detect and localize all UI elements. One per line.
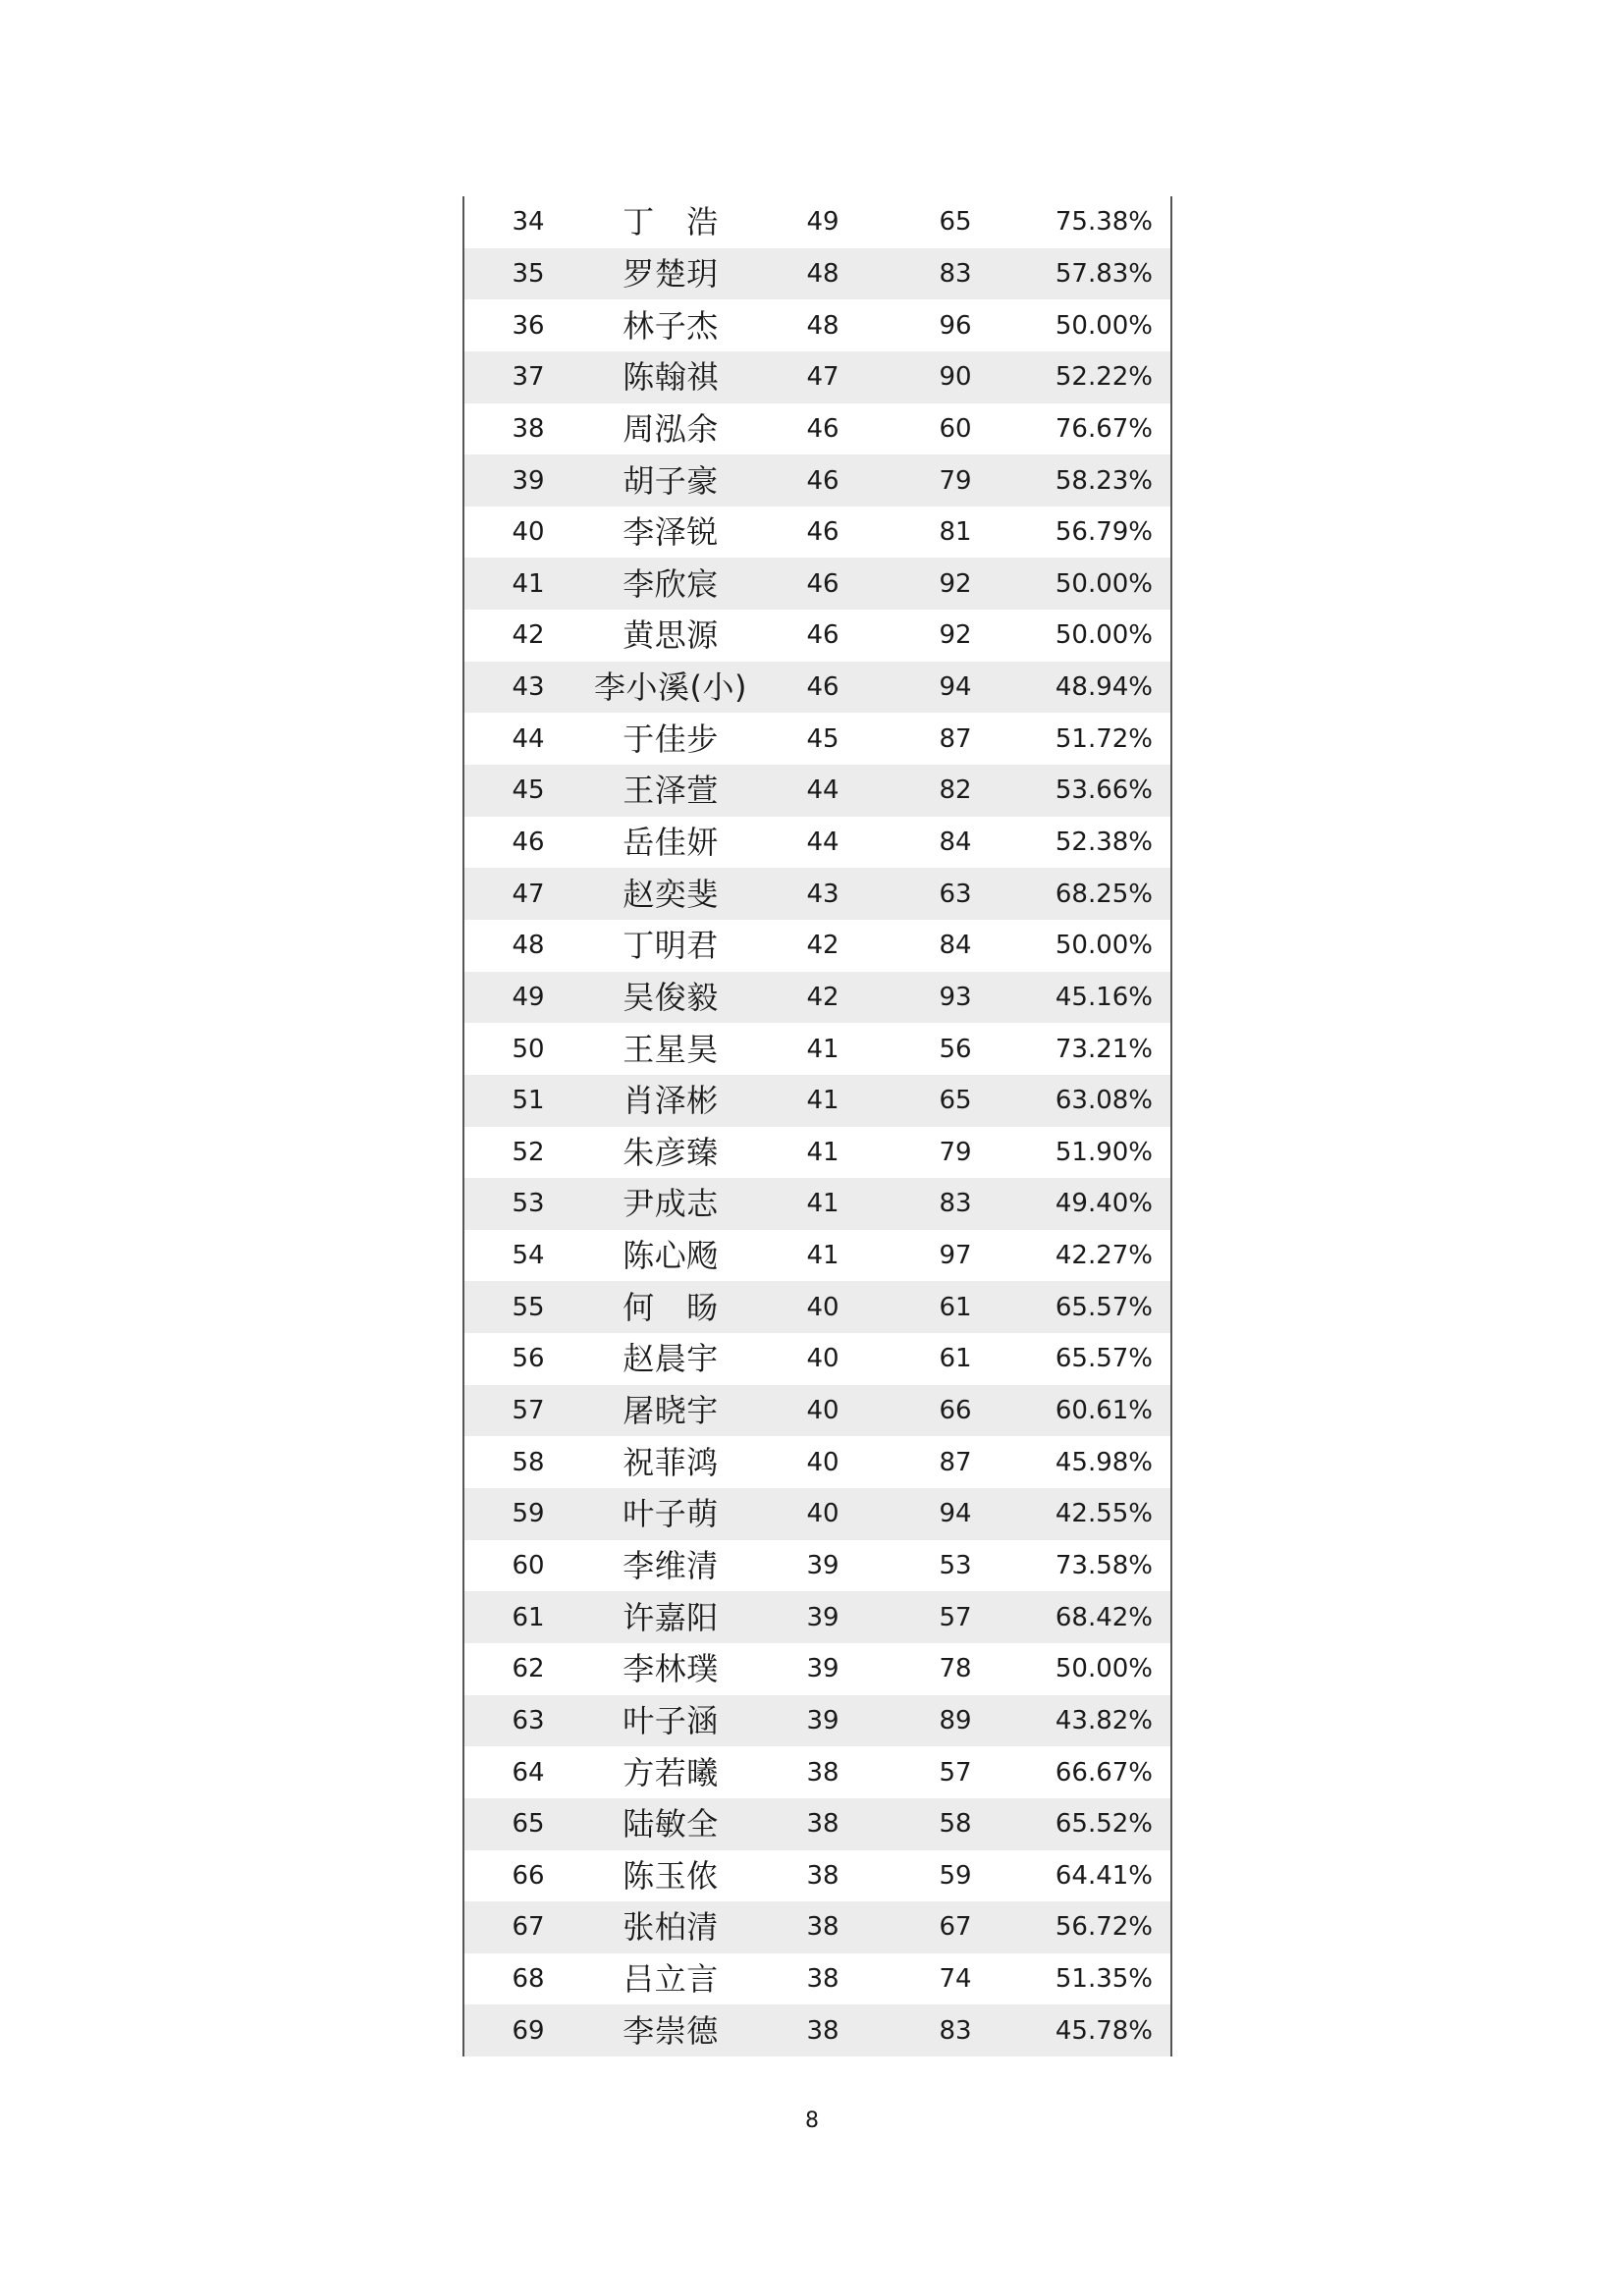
rank-cell: 53 [512,1189,545,1219]
table-row [464,1333,1170,1385]
total-cell: 59 [939,1860,972,1891]
table-row [464,1230,1170,1282]
rank-cell: 44 [512,723,545,754]
total-cell: 83 [939,258,972,289]
percent-cell: 65.57% [1055,1344,1153,1374]
name-cell: 吕立言 [623,1960,719,1999]
name-cell: 陈心飏 [623,1237,719,1275]
name-cell: 何 旸 [623,1288,719,1326]
rank-cell: 66 [512,1860,545,1891]
score-cell: 40 [806,1396,839,1426]
score-cell: 48 [806,258,839,289]
total-cell: 65 [939,1086,972,1116]
rank-cell: 62 [512,1654,545,1684]
rank-cell: 34 [512,207,545,238]
table-row [464,1127,1170,1179]
name-cell: 岳佳妍 [623,824,719,861]
name-cell: 赵奕斐 [623,875,719,913]
score-cell: 41 [806,1241,839,1271]
total-cell: 58 [939,1809,972,1840]
total-cell: 97 [939,1241,972,1271]
rank-cell: 41 [512,568,545,599]
table-row [464,1281,1170,1333]
table-row [464,817,1170,869]
table-row [464,1023,1170,1075]
total-cell: 56 [939,1034,972,1064]
total-cell: 63 [939,879,972,909]
score-cell: 40 [806,1447,839,1477]
total-cell: 90 [939,362,972,393]
percent-cell: 58.23% [1055,465,1153,496]
table-row [464,1643,1170,1695]
table-row [464,868,1170,920]
total-cell: 65 [939,207,972,238]
rank-cell: 56 [512,1344,545,1374]
name-cell: 肖泽彬 [623,1082,719,1120]
percent-cell: 75.38% [1055,207,1153,238]
name-cell: 黄思源 [623,616,719,655]
name-cell: 陈玉侬 [623,1856,719,1895]
percent-cell: 42.55% [1055,1499,1153,1529]
score-table [462,196,1172,2056]
rank-cell: 37 [512,362,545,393]
name-cell: 张柏清 [623,1908,719,1947]
percent-cell: 63.08% [1055,1086,1153,1116]
name-cell: 吴俊毅 [623,978,719,1016]
rank-cell: 45 [512,775,545,806]
percent-cell: 64.41% [1055,1860,1153,1891]
percent-cell: 68.42% [1055,1602,1153,1632]
percent-cell: 50.00% [1055,310,1153,341]
name-cell: 方若曦 [623,1753,719,1791]
name-cell: 赵晨宇 [623,1340,719,1378]
percent-cell: 68.25% [1055,879,1153,909]
percent-cell: 42.27% [1055,1241,1153,1271]
rank-cell: 36 [512,310,545,341]
percent-cell: 43.82% [1055,1705,1153,1735]
table-row [464,299,1170,351]
rank-cell: 42 [512,620,545,651]
total-cell: 89 [939,1705,972,1735]
table-row [464,403,1170,455]
score-cell: 38 [806,1757,839,1788]
score-cell: 46 [806,465,839,496]
rank-cell: 52 [512,1137,545,1167]
table-row [464,2004,1170,2056]
name-cell: 于佳步 [623,720,719,758]
total-cell: 94 [939,1499,972,1529]
table-row [464,196,1170,248]
score-cell: 39 [806,1705,839,1735]
rank-cell: 38 [512,413,545,444]
total-cell: 92 [939,568,972,599]
total-cell: 53 [939,1550,972,1580]
page-number: 8 [805,2109,819,2133]
score-cell: 40 [806,1344,839,1374]
percent-cell: 56.79% [1055,517,1153,548]
table-row [464,972,1170,1024]
table-row [464,507,1170,559]
total-cell: 61 [939,1344,972,1374]
percent-cell: 49.40% [1055,1189,1153,1219]
rank-cell: 63 [512,1705,545,1735]
total-cell: 83 [939,1189,972,1219]
name-cell: 许嘉阳 [623,1598,719,1636]
table-row [464,1953,1170,2005]
table-row [464,248,1170,300]
score-cell: 43 [806,879,839,909]
score-cell: 38 [806,1964,839,1995]
name-cell: 丁 浩 [623,203,719,241]
table-row [464,1901,1170,1953]
percent-cell: 48.94% [1055,672,1153,703]
table-row [464,1798,1170,1850]
rank-cell: 61 [512,1602,545,1632]
percent-cell: 45.98% [1055,1447,1153,1477]
name-cell: 李小溪(小) [594,668,747,707]
table-row [464,610,1170,662]
score-cell: 47 [806,362,839,393]
total-cell: 60 [939,413,972,444]
table-row [464,1540,1170,1592]
percent-cell: 51.72% [1055,723,1153,754]
table-row [464,351,1170,403]
total-cell: 94 [939,672,972,703]
score-cell: 49 [806,207,839,238]
name-cell: 罗楚玥 [623,254,719,293]
total-cell: 79 [939,465,972,496]
total-cell: 74 [939,1964,972,1995]
percent-cell: 50.00% [1055,931,1153,961]
table-row [464,1178,1170,1230]
name-cell: 屠晓宇 [623,1392,719,1430]
score-cell: 40 [806,1292,839,1322]
table-row [464,454,1170,507]
total-cell: 83 [939,2015,972,2046]
rank-cell: 59 [512,1499,545,1529]
percent-cell: 65.52% [1055,1809,1153,1840]
percent-cell: 52.38% [1055,828,1153,857]
name-cell: 胡子豪 [623,461,719,500]
name-cell: 李崇德 [623,2011,719,2050]
name-cell: 丁明君 [623,927,719,965]
rank-cell: 69 [512,2015,545,2046]
score-cell: 40 [806,1499,839,1529]
table-row [464,713,1170,765]
percent-cell: 53.66% [1055,775,1153,806]
total-cell: 66 [939,1396,972,1426]
total-cell: 57 [939,1757,972,1788]
name-cell: 祝菲鸿 [623,1443,719,1481]
table-row [464,1488,1170,1540]
score-cell: 44 [806,828,839,857]
rank-cell: 35 [512,258,545,289]
percent-cell: 52.22% [1055,362,1153,393]
total-cell: 92 [939,620,972,651]
rank-cell: 48 [512,931,545,961]
score-cell: 46 [806,413,839,444]
name-cell: 叶子萌 [623,1495,719,1533]
percent-cell: 45.16% [1055,982,1153,1012]
score-cell: 46 [806,517,839,548]
score-cell: 46 [806,568,839,599]
rank-cell: 54 [512,1241,545,1271]
total-cell: 67 [939,1912,972,1943]
score-cell: 46 [806,620,839,651]
total-cell: 84 [939,931,972,961]
percent-cell: 60.61% [1055,1396,1153,1426]
percent-cell: 73.21% [1055,1034,1153,1064]
table-row [464,1591,1170,1643]
rank-cell: 58 [512,1447,545,1477]
score-cell: 46 [806,672,839,703]
table-body [464,196,1170,2056]
rank-cell: 43 [512,672,545,703]
score-cell: 48 [806,310,839,341]
table-row [464,1695,1170,1747]
name-cell: 林子杰 [623,306,719,345]
score-cell: 39 [806,1550,839,1580]
name-cell: 王星昊 [623,1030,719,1068]
percent-cell: 50.00% [1055,1654,1153,1684]
rank-cell: 67 [512,1912,545,1943]
rank-cell: 65 [512,1809,545,1840]
score-cell: 45 [806,723,839,754]
name-cell: 叶子涵 [623,1701,719,1739]
score-cell: 39 [806,1602,839,1632]
score-cell: 41 [806,1034,839,1064]
score-cell: 44 [806,775,839,806]
total-cell: 87 [939,723,972,754]
name-cell: 李林璞 [623,1650,719,1688]
score-cell: 42 [806,982,839,1012]
name-cell: 尹成志 [623,1185,719,1223]
percent-cell: 65.57% [1055,1292,1153,1322]
table-row [464,1436,1170,1488]
name-cell: 李维清 [623,1546,719,1584]
total-cell: 61 [939,1292,972,1322]
total-cell: 93 [939,982,972,1012]
name-cell: 李欣宸 [623,564,719,603]
rank-cell: 39 [512,465,545,496]
score-cell: 41 [806,1086,839,1116]
percent-cell: 76.67% [1055,413,1153,444]
total-cell: 78 [939,1654,972,1684]
rank-cell: 68 [512,1964,545,1995]
percent-cell: 73.58% [1055,1550,1153,1580]
rank-cell: 60 [512,1550,545,1580]
score-cell: 38 [806,1860,839,1891]
table-row [464,1850,1170,1902]
percent-cell: 56.72% [1055,1912,1153,1943]
rank-cell: 50 [512,1034,545,1064]
table-row [464,558,1170,610]
score-cell: 41 [806,1189,839,1219]
percent-cell: 50.00% [1055,568,1153,599]
name-cell: 周泓余 [623,409,719,448]
rank-cell: 49 [512,982,545,1012]
table-row [464,1746,1170,1798]
percent-cell: 57.83% [1055,258,1153,289]
table-row [464,920,1170,972]
rank-cell: 46 [512,828,545,857]
total-cell: 57 [939,1602,972,1632]
percent-cell: 51.90% [1055,1137,1153,1167]
percent-cell: 50.00% [1055,620,1153,651]
percent-cell: 45.78% [1055,2015,1153,2046]
rank-cell: 47 [512,879,545,909]
total-cell: 81 [939,517,972,548]
score-cell: 41 [806,1137,839,1167]
table-row [464,765,1170,817]
rank-cell: 57 [512,1396,545,1426]
total-cell: 79 [939,1137,972,1167]
name-cell: 李泽锐 [623,513,719,552]
rank-cell: 40 [512,517,545,548]
percent-cell: 66.67% [1055,1757,1153,1788]
score-cell: 38 [806,1912,839,1943]
table-row [464,1075,1170,1127]
rank-cell: 64 [512,1757,545,1788]
score-cell: 42 [806,931,839,961]
table-row [464,662,1170,714]
total-cell: 82 [939,775,972,806]
rank-cell: 55 [512,1292,545,1322]
table-row [464,1385,1170,1437]
score-cell: 39 [806,1654,839,1684]
name-cell: 陈翰祺 [623,358,719,397]
name-cell: 朱彦臻 [623,1133,719,1171]
name-cell: 王泽萱 [623,772,719,810]
total-cell: 84 [939,828,972,857]
percent-cell: 51.35% [1055,1964,1153,1995]
rank-cell: 51 [512,1086,545,1116]
total-cell: 87 [939,1447,972,1477]
total-cell: 96 [939,310,972,341]
score-cell: 38 [806,1809,839,1840]
score-cell: 38 [806,2015,839,2046]
name-cell: 陆敏全 [623,1805,719,1843]
